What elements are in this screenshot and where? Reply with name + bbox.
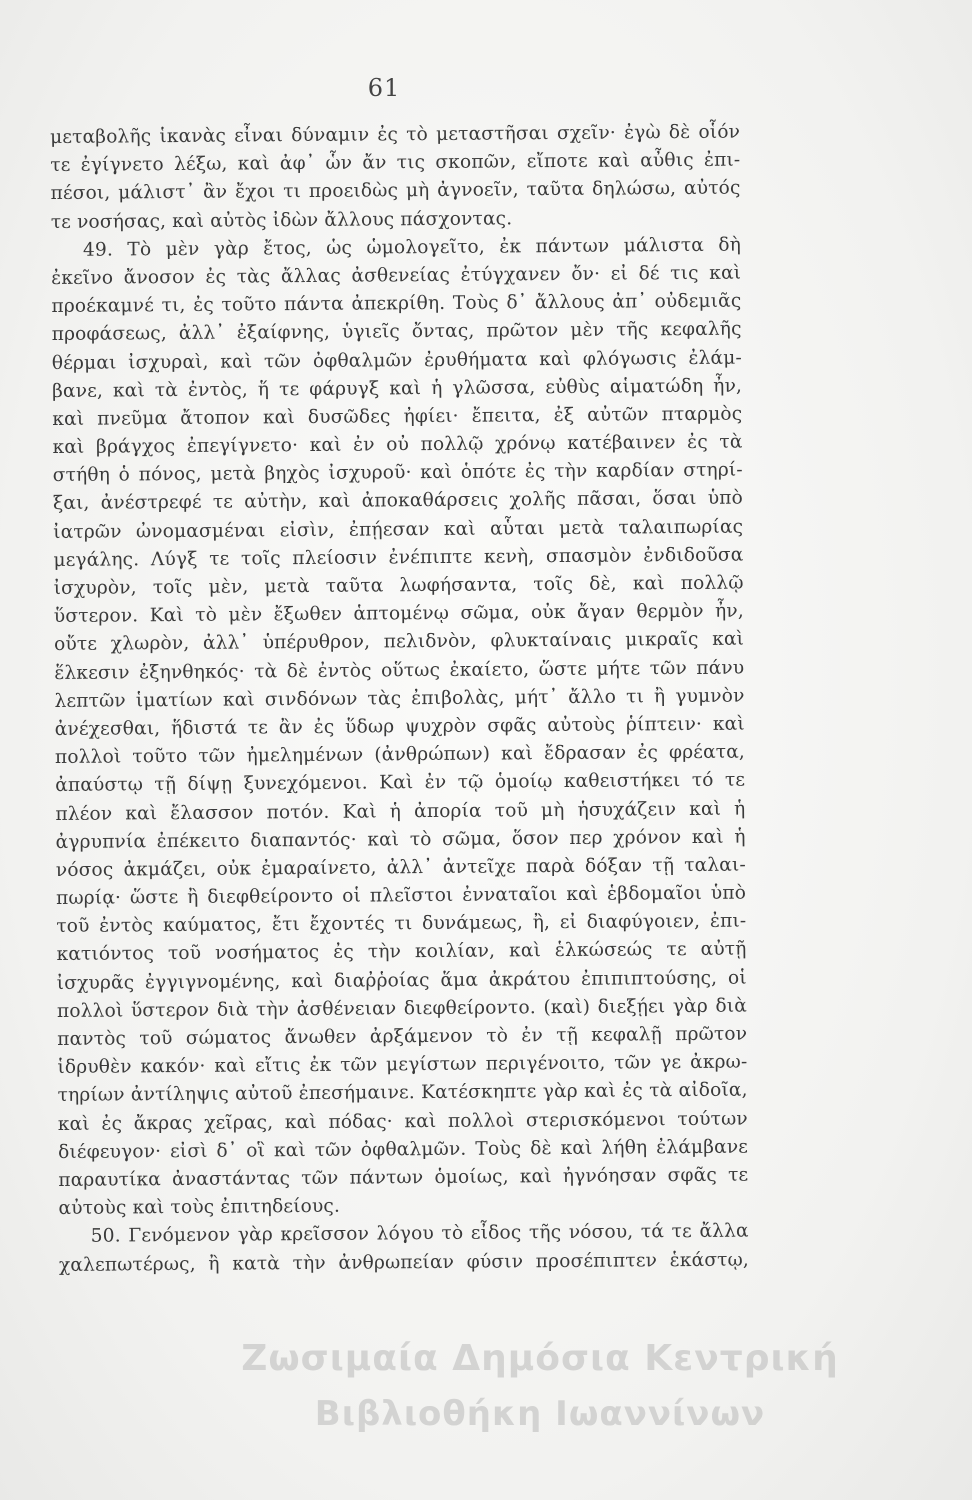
text-line: τηρίων ἀντίληψις αὐτοῦ ἐπεσήμαινε. Κατέσκηπτε γὰρ καὶ ἐς τὰ αἰδοῖα,: [57, 1079, 748, 1107]
text-line: διέφευγον· εἰσὶ δ᾽ οἳ καὶ τῶν ὀφθαλμῶν. Τοὺς δὲ καὶ λήθη ἐλάμβανε: [57, 1136, 749, 1163]
text-line: παραυτίκα ἀναστάντας τῶν πάντων ὁμοίως, καὶ ἠγνόησαν σφᾶς τε: [58, 1164, 749, 1191]
text-line: προέκαμνέ τι, ἐς τοῦτο πάντα ἀπεκρίθη. Τοὺς δ᾽ ἄλλους ἀπ᾽ οὐδεμιᾶς: [51, 290, 742, 318]
text-line: ἰατρῶν ὠνομασμέναι εἰσὶν, ἐπῄεσαν καὶ αὗται μετὰ ταλαιπωρίας: [53, 516, 744, 543]
text-line: πλέον καὶ ἔλασσον ποτόν. Καὶ ἡ ἀπορία τοῦ μὴ ἡσυχάζειν καὶ ἡ: [55, 798, 746, 825]
text-line: ἐκεῖνο ἄνοσον ἐς τὰς ἄλλας ἀσθενείας ἐτύγχανεν ὄν· εἰ δέ τις καὶ: [51, 262, 742, 289]
text-line: ἀπαύστῳ τῇ δίψῃ ξυνεχόμενοι. Καὶ ἐν τῷ ὁμοίῳ καθειστήκει τό τε: [55, 769, 746, 797]
text-line: καὶ βράγχος ἐπεγίγνετο· καὶ ἐν οὐ πολλῷ χρόνῳ κατέβαινεν ἐς τὰ: [52, 431, 743, 459]
text-line: ἀγρυπνία ἐπέκειτο διαπαντός· καὶ τὸ σῶμα, ὅσον περ χρόνον καὶ ἡ: [55, 826, 746, 853]
text-line: πωρίᾳ· ὥστε ἢ διεφθείροντο οἱ πλεῖστοι ἐνναταῖοι καὶ ἑβδομαῖοι ὑπὸ: [56, 882, 747, 910]
text-line: λεπτῶν ἱματίων καὶ σινδόνων τὰς ἐπιβολὰς, μήτ᾽ ἄλλο τι ἢ γυμνὸν: [54, 685, 745, 712]
text-line: νόσος ἀκμάζει, οὐκ ἐμαραίνετο, ἀλλ᾽ ἀντεῖχε παρὰ δόξαν τῇ ταλαι-: [55, 854, 746, 881]
text-line: αὐτοὺς καὶ τοὺς ἐπιτηδείους.: [58, 1195, 341, 1220]
section-49-start: 49. Τὸ μὲν γὰρ ἔτος, ὡς ὡμολογεῖτο, ἐκ πάντων μάλιστα δὴ: [82, 234, 742, 261]
text-line: καὶ ἐς ἄκρας χεῖρας, καὶ πόδας· καὶ πολλοὶ στερισκόμενοι τούτων: [57, 1108, 748, 1135]
library-watermark-line-1: Ζωσιμαία Δημόσια Κεντρική: [241, 1338, 839, 1379]
text-line: μεγάλης. Λύγξ τε τοῖς πλείοσιν ἐνέπιπτε κενὴ, σπασμὸν ἐνδιδοῦσα: [53, 544, 744, 571]
text-line: καὶ πνεῦμα ἄτοπον καὶ δυσῶδες ἠφίει· ἔπειτα, ἐξ αὐτῶν πταρμὸς: [52, 403, 743, 430]
library-watermark-line-2: Βιβλιοθήκη Ιωαννίνων: [314, 1394, 766, 1434]
text-line: πολλοὶ ὕστερον διὰ τὴν ἀσθένειαν διεφθείροντο. (καὶ) διεξῄει γὰρ διὰ: [56, 995, 748, 1022]
text-line: ἀνέχεσθαι, ἥδιστά τε ἂν ἐς ὕδωρ ψυχρὸν σφᾶς αὐτοὺς ῥίπτειν· καὶ: [54, 713, 745, 740]
text-line: τοῦ ἐντὸς καύματος, ἔτι ἔχοντές τι δυνάμεως, ἢ, εἰ διαφύγοιεν, ἐπι-: [56, 910, 747, 938]
text-line: κατιόντος τοῦ νοσήματος ἐς τὴν κοιλίαν, καὶ ἑλκώσεώς τε αὐτῇ: [56, 938, 747, 966]
text-line: ὕστερον. Καὶ τὸ μὲν ἔξωθεν ἁπτομένῳ σῶμα, οὐκ ἄγαν θερμὸν ἦν,: [53, 600, 744, 628]
text-line: τε ἐγίγνετο λέξω, καὶ ἀφ᾽ ὧν ἄν τις σκοπῶν, εἴποτε καὶ αὖθις ἐπι-: [50, 149, 741, 177]
text-line: ἰσχυρὸν, τοῖς μὲν, μετὰ ταῦτα λωφήσαντα, τοῖς δὲ, καὶ πολλῷ: [53, 572, 744, 599]
text-line: στήθη ὁ πόνος, μετὰ βηχὸς ἰσχυροῦ· καὶ ὁπότε ἐς τὴν καρδίαν στηρί-: [52, 459, 743, 487]
text-line: ἱδρυθὲν κακόν· καὶ εἴτις ἐκ τῶν μεγίστων περιγένοιτο, τῶν γε ἀκρω-: [57, 1051, 748, 1079]
text-line: θέρμαι ἰσχυραὶ, καὶ τῶν ὀφθαλμῶν ἐρυθήματα καὶ φλόγωσις ἐλάμ-: [51, 347, 742, 374]
text-line: προφάσεως, ἀλλ᾽ ἐξαίφνης, ὑγιεῖς ὄντας, πρῶτον μὲν τῆς κεφαλῆς: [51, 318, 742, 346]
text-line: ἰσχυρᾶς ἐγγιγνομένης, καὶ διαῤῥοίας ἅμα ἀκράτου ἐπιπιπτούσης, οἱ: [56, 967, 747, 994]
text-line: τε νοσήσας, καὶ αὐτὸς ἰδὼν ἄλλους πάσχοντας.: [50, 207, 513, 233]
text-line: χαλεπωτέρως, ἢ κατὰ τὴν ἀνθρωπείαν φύσιν προσέπιπτεν ἑκάστῳ,: [58, 1249, 750, 1276]
text-line: πέσοι, μάλιστ᾽ ἂν ἔχοι τι προειδὼς μὴ ἀγνοεῖν, ταῦτα δηλώσω, αὐτός: [50, 177, 741, 205]
text-line: ἕλκεσιν ἐξηνθηκός· τὰ δὲ ἐντὸς οὕτως ἐκαίετο, ὥστε μήτε τῶν πάνυ: [54, 657, 745, 684]
text-line: πολλοὶ τοῦτο τῶν ἠμελημένων (ἀνθρώπων) καὶ ἔδρασαν ἐς φρέατα,: [54, 741, 746, 769]
page-number: 61: [367, 74, 401, 102]
text-line: παντὸς τοῦ σώματος ἄνωθεν ἀρξάμενον τὸ ἐν τῇ κεφαλῇ πρῶτον: [57, 1023, 748, 1050]
greek-text-body: [50, 119, 749, 1280]
section-50-start: 50. Γενόμενον γὰρ κρεῖσσον λόγου τὸ εἶδος τῆς νόσου, τά τε ἄλλα: [90, 1220, 749, 1248]
text-line: βανε, καὶ τὰ ἐντὸς, ἥ τε φάρυγξ καὶ ἡ γλῶσσα, εὐθὺς αἱματώδη ἦν,: [52, 375, 743, 402]
text-line: μεταβολῆς ἱκανὰς εἶναι δύναμιν ἐς τὸ μεταστῆσαι σχεῖν· ἐγὼ δὲ οἷόν: [50, 121, 741, 148]
text-line: οὔτε χλωρὸν, ἀλλ᾽ ὑπέρυθρον, πελιδνὸν, φλυκταίναις μικραῖς καὶ: [54, 628, 745, 656]
text-line: ξαι, ἀνέστρεφέ τε αὐτὴν, καὶ ἀποκαθάρσεις χολῆς πᾶσαι, ὅσαι ὑπὸ: [52, 488, 744, 515]
